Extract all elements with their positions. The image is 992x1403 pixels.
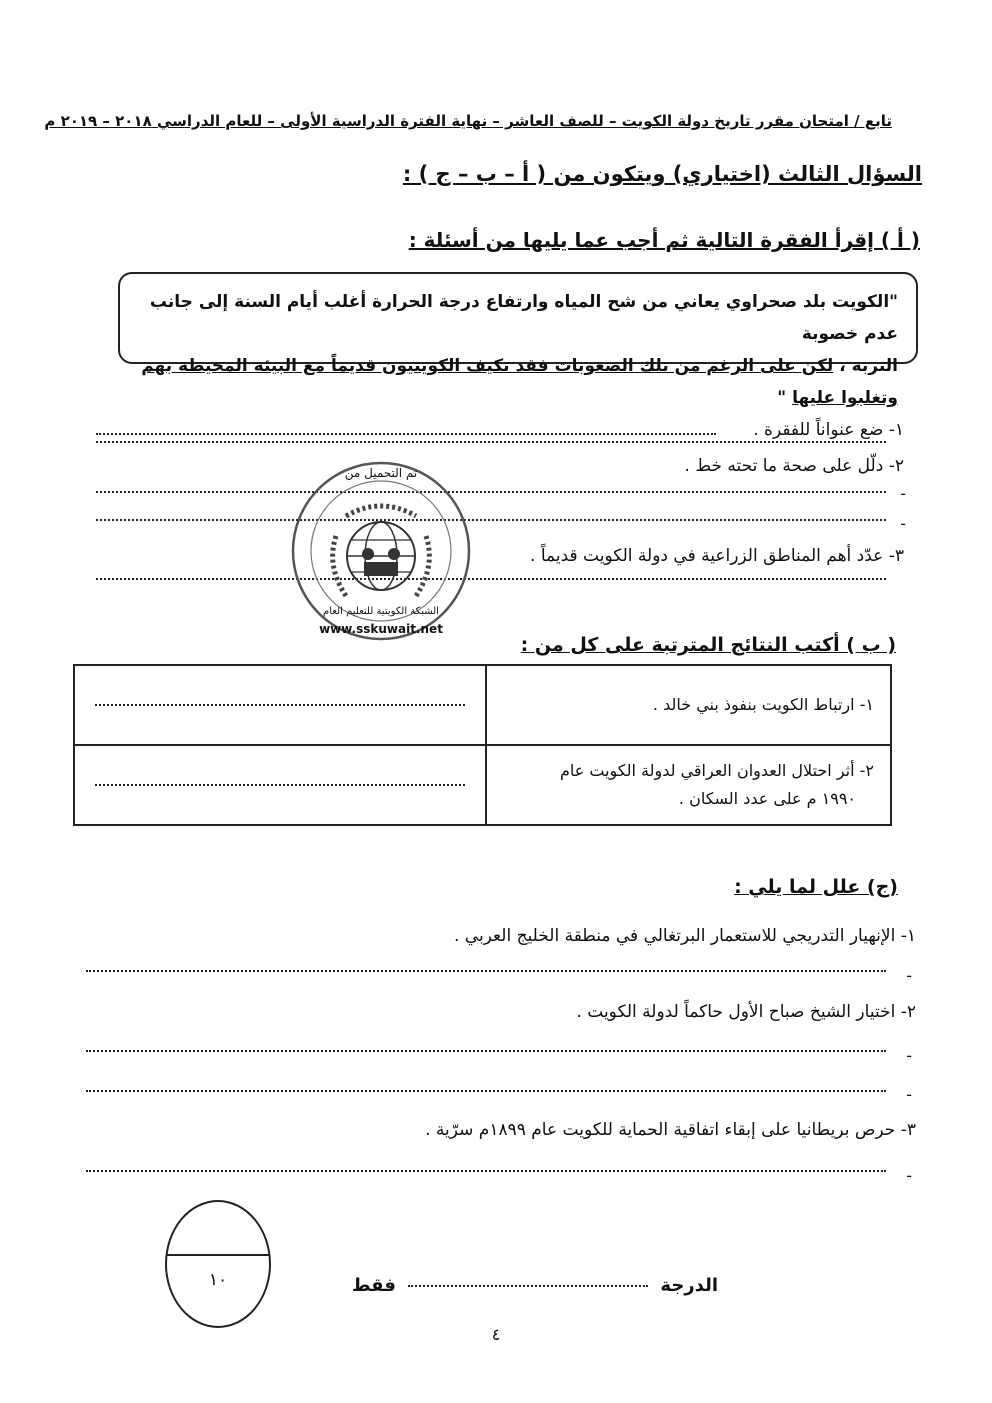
- passage-line-1: "الكويت بلد صحراوي يعاني من شح المياه وارتفاع درجة الحرارة أغلب أيام السنة إلى جانب عدم خصوبة: [149, 292, 898, 344]
- dash-marker: -: [906, 1085, 912, 1104]
- score-total: ١٠: [208, 1270, 228, 1290]
- part-c-item-3: ٣- حرص بريطانيا على إبقاء اتفاقية الحماية للكويت عام ١٨٩٩م سرّية .: [425, 1120, 916, 1140]
- results-answer-cell[interactable]: [74, 665, 486, 745]
- dash-marker: -: [906, 966, 912, 985]
- grade-input-line[interactable]: [408, 1285, 648, 1287]
- answer-line[interactable]: [96, 578, 886, 580]
- passage-line-2-end: ": [777, 388, 793, 408]
- grade-line: [352, 1275, 718, 1296]
- passage-line-2-start: التربة ،: [833, 356, 898, 376]
- answer-line[interactable]: [96, 519, 886, 521]
- download-stamp-seal: [286, 456, 476, 646]
- part-a-item-1: ١- ضع عنواناً للفقرة .: [753, 420, 904, 440]
- page-number: ٤: [491, 1325, 501, 1344]
- answer-line[interactable]: [86, 1090, 886, 1092]
- part-c-item-2: ٢- اختيار الشيخ صباح الأول حاكماً لدولة الكويت .: [576, 1002, 916, 1022]
- answer-line[interactable]: [86, 970, 886, 972]
- results-row-2-line-1: ٢- أثر احتلال العدوان العراقي لدولة الكويت عام: [559, 761, 874, 780]
- score-divider: [167, 1254, 269, 1256]
- grade-label: الدرجة: [660, 1275, 718, 1296]
- results-question-cell: [486, 665, 891, 745]
- answer-line[interactable]: [96, 441, 886, 443]
- part-a-item-3: ٣- عدّد أهم المناطق الزراعية في دولة الكويت قديماً .: [530, 546, 904, 566]
- passage-underlined-text: لكن على الرغم من تلك الصعوبات فقد تكيف الكويتيون قديماً مع البيئة المحيطة بهم وتغلبوا عليها: [141, 356, 898, 408]
- dash-marker: -: [900, 514, 906, 533]
- stamp-graphic: [286, 456, 476, 646]
- dash-marker: -: [906, 1046, 912, 1065]
- stamp-url: www.sskuwait.net: [319, 622, 443, 636]
- page-header: [44, 112, 892, 130]
- stamp-ring-text: الشبكة الكويتية للتعليم العام: [323, 606, 439, 617]
- results-row-1-text: ١- ارتباط الكويت بنفوذ بني خالد .: [652, 695, 874, 714]
- question-3-title: السؤال الثالث (اختياري) ويتكون من ( أ – ب – ج ) :: [402, 162, 922, 186]
- part-c-item-1: ١- الإنهيار التدريجي للاستعمار البرتغالي في منطقة الخليج العربي .: [453, 926, 916, 946]
- passage-line-2: [138, 350, 898, 414]
- part-a-item-2: ٢- دلّل على صحة ما تحته خط .: [684, 456, 904, 476]
- score-circle: [165, 1200, 271, 1328]
- grade-only-label: فقط: [351, 1275, 396, 1296]
- part-b-title: ( ب ) أكتب النتائج المترتبة على كل من :: [520, 634, 896, 656]
- dash-marker: -: [900, 484, 906, 503]
- part-c-title: (ج) علل لما يلي :: [734, 876, 898, 898]
- answer-line[interactable]: [96, 491, 886, 493]
- part-a-title: ( أ ) إقرأ الفقرة التالية ثم أجب عما يليها من أسئلة :: [408, 228, 920, 252]
- answer-line[interactable]: [86, 1170, 886, 1172]
- results-row-2-line-2: ١٩٩٠ م على عدد السكان .: [678, 789, 856, 808]
- answer-line[interactable]: [86, 1050, 886, 1052]
- answer-line[interactable]: [96, 433, 716, 435]
- table-row: [74, 745, 891, 825]
- dash-marker: -: [906, 1166, 912, 1185]
- header-text: تابع / امتحان مقرر تاريخ دولة الكويت – للصف العاشر – نهاية الفترة الدراسية الأولى – للعام الدراسي ٢٠١٨ – ٢٠١٩ م: [44, 112, 892, 130]
- table-row: [74, 665, 891, 745]
- stamp-top-text: تم التحميل من: [344, 466, 418, 480]
- results-table: [73, 664, 892, 826]
- answer-line[interactable]: [95, 784, 465, 786]
- results-question-cell: [486, 745, 891, 825]
- passage-box: [118, 272, 918, 408]
- results-answer-cell[interactable]: [74, 745, 486, 825]
- answer-line[interactable]: [95, 704, 465, 706]
